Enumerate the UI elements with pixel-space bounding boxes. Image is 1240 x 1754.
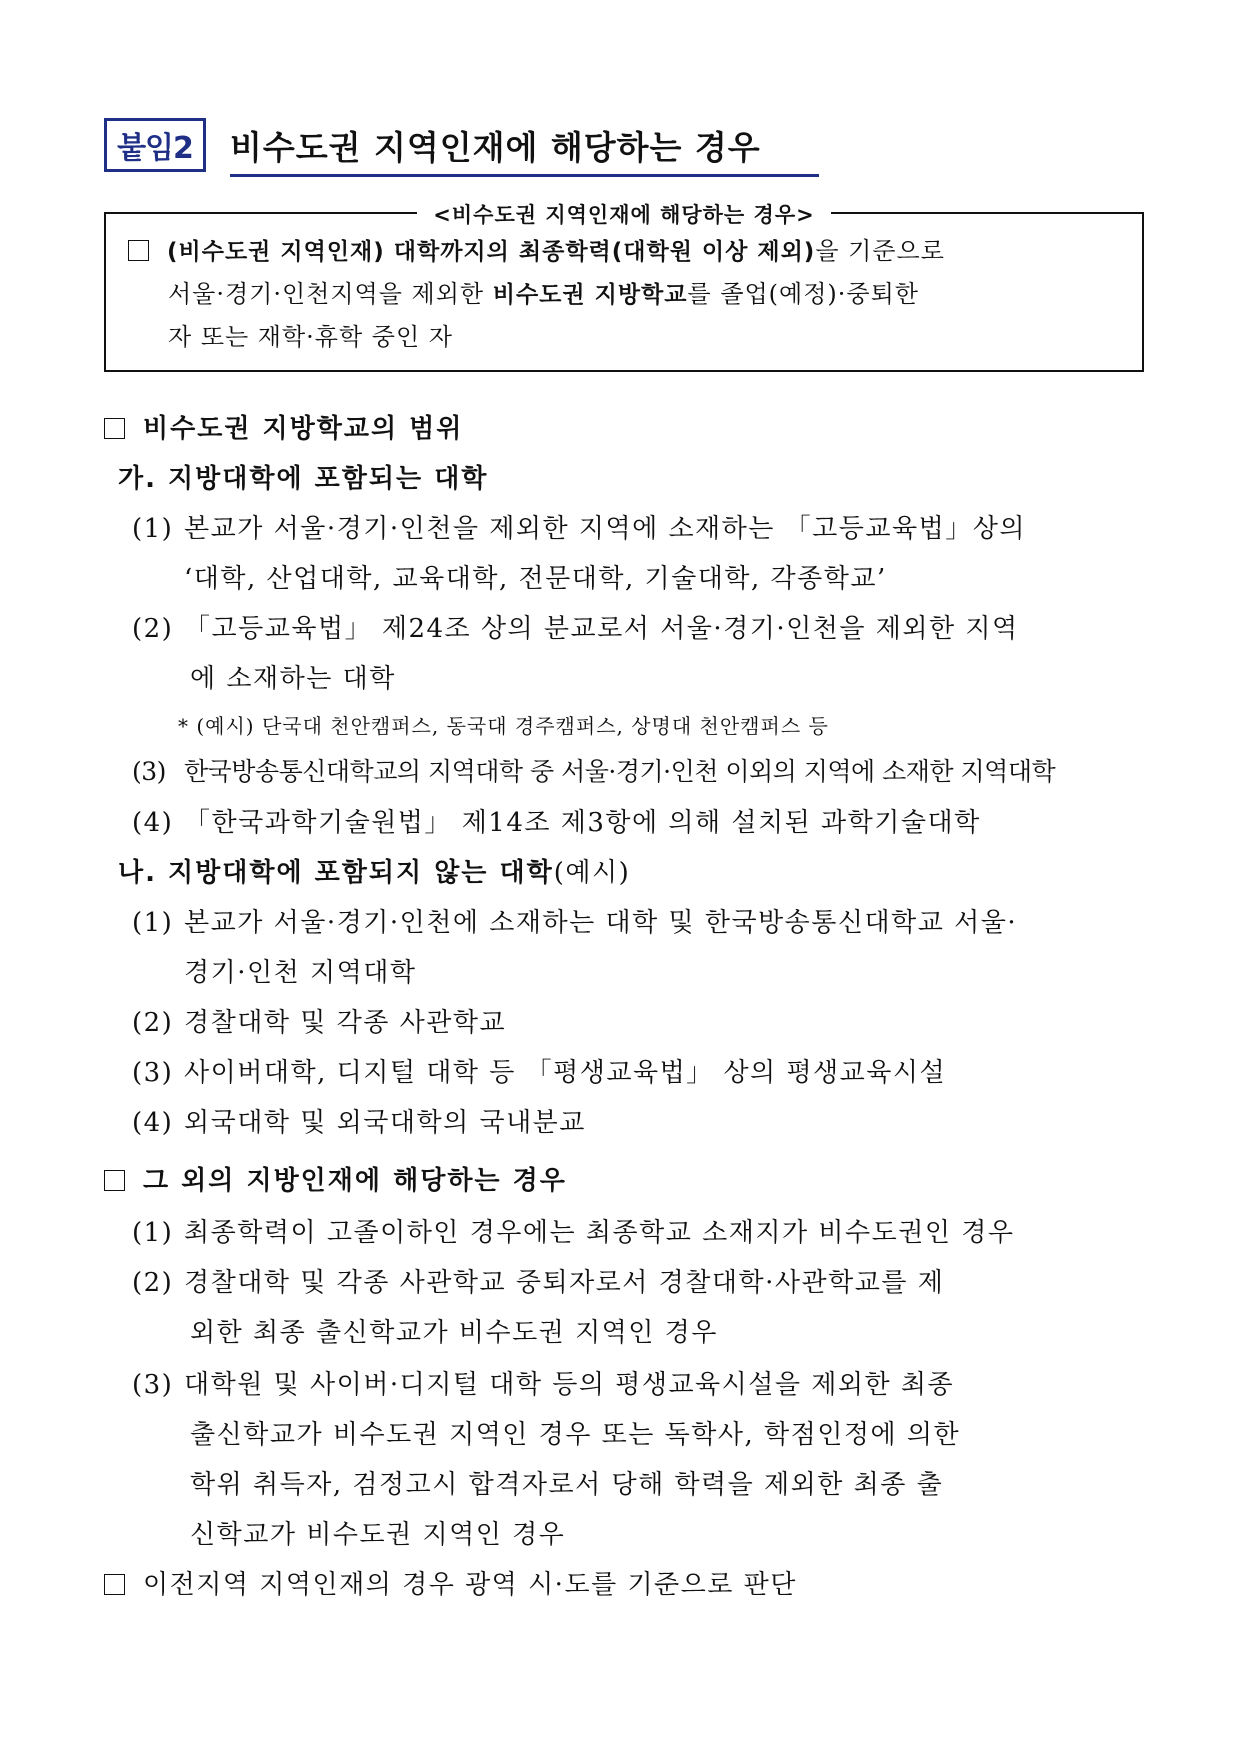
section3-heading-text: 이전지역 지역인재의 경우 광역 시·도를 기준으로 판단 [143, 1570, 797, 1600]
list-item-continuation: ‘대학, 산업대학, 교육대학, 전문대학, 기술대학, 각종학교’ [184, 564, 887, 594]
box-line3: 자 또는 재학·휴학 중인 자 [168, 323, 453, 351]
list-item [132, 1102, 586, 1139]
item-text: 최종학력이 고졸이하인 경우에는 최종학교 소재지가 비수도권인 경우 [184, 1218, 1015, 1248]
list-item-continuation: 출신학교가 비수도권 지역인 경우 또는 독학사, 학점인정에 의한 [190, 1420, 961, 1450]
box-caption [106, 199, 1142, 229]
item-number: (4) [132, 808, 174, 838]
item-text: 「한국과학기술원법」 제14조 제3항에 의해 설치된 과학기술대학 [184, 808, 981, 838]
list-item [132, 608, 1019, 645]
item-number: (2) [132, 1008, 174, 1038]
subsection-b-heading [118, 852, 630, 889]
definition-box [104, 203, 1144, 372]
item-number: (2) [132, 614, 174, 644]
item-text: 「고등교육법」 제24조 상의 분교로서 서울·경기·인천을 제외한 지역 [184, 614, 1019, 644]
checkbox-square-icon [104, 1574, 125, 1595]
list-item [132, 752, 1055, 788]
box-caption-text: <비수도권 지역인재에 해당하는 경우> [417, 203, 830, 227]
document-title: 비수도권 지역인재에 해당하는 경우 [230, 128, 761, 167]
item-text: 사이버대학, 디지털 대학 등 「평생교육법」 상의 평생교육시설 [184, 1058, 947, 1088]
list-item [132, 802, 981, 839]
list-item-continuation: 에 소재하는 대학 [190, 664, 396, 694]
item-text: 본교가 서울·경기·인천을 제외한 지역에 소재하는 「고등교육법」상의 [184, 514, 1026, 544]
title-underline [230, 174, 819, 177]
box-text [128, 230, 1128, 358]
section2-heading [104, 1160, 567, 1197]
checkbox-square-icon [104, 418, 125, 439]
subsection-b-heading-text: 나. 지방대학에 포함되지 않는 대학 [118, 858, 554, 888]
section1-heading [104, 408, 463, 445]
item-number: (3) [132, 1058, 174, 1088]
item-number: (3) [132, 757, 166, 786]
section3-heading [104, 1564, 797, 1601]
document-header [104, 118, 819, 180]
list-item [132, 1262, 944, 1299]
checkbox-square-icon [128, 240, 149, 261]
item-text: 경찰대학 및 각종 사관학교 중퇴자로서 경찰대학·사관학교를 제 [184, 1268, 945, 1298]
section1-heading-text: 비수도권 지방학교의 범위 [143, 414, 464, 444]
list-item-continuation: 외한 최종 출신학교가 비수도권 지역인 경우 [190, 1318, 718, 1348]
list-item [132, 902, 1017, 939]
list-item [132, 1212, 1014, 1249]
box-line2-b: 를 졸업(예정)·중퇴한 [687, 280, 919, 308]
item-number: (1) [132, 908, 174, 938]
box-line1-bold: (비수도권 지역인재) 대학까지의 최종학력(대학원 이상 제외) [167, 239, 816, 265]
checkbox-square-icon [104, 1170, 125, 1191]
list-item-continuation: 학위 취득자, 검정고시 합격자로서 당해 학력을 제외한 최종 출 [190, 1470, 944, 1500]
example-note: * (예시) 단국대 천안캠퍼스, 동국대 경주캠퍼스, 상명대 천안캠퍼스 등 [178, 714, 829, 738]
list-item-continuation: 경기·인천 지역대학 [184, 958, 417, 988]
item-number: (2) [132, 1268, 174, 1298]
item-text: 경찰대학 및 각종 사관학교 [184, 1008, 507, 1038]
box-line2 [128, 273, 1128, 316]
subsection-b-heading-suffix: (예시) [553, 858, 631, 888]
item-number: (4) [132, 1108, 174, 1138]
list-item [132, 1364, 954, 1401]
list-item [132, 508, 1026, 545]
box-line2-a: 서울·경기·인천지역을 제외한 [168, 280, 493, 308]
list-item [132, 1002, 506, 1039]
list-item-continuation: 신학교가 비수도권 지역인 경우 [190, 1520, 566, 1550]
list-item [132, 1052, 946, 1089]
section2-heading-text: 그 외의 지방인재에 해당하는 경우 [143, 1166, 567, 1196]
item-text: 대학원 및 사이버·디지털 대학 등의 평생교육시설을 제외한 최종 [184, 1370, 955, 1400]
item-number: (1) [132, 514, 174, 544]
attachment-label: 붙임2 [104, 118, 206, 172]
box-line2-bold: 비수도권 지방학교 [492, 282, 688, 308]
item-number: (1) [132, 1218, 174, 1248]
subsection-a-heading: 가. 지방대학에 포함되는 대학 [118, 464, 489, 494]
box-line1-rest: 을 기준으로 [815, 237, 945, 265]
item-text: 한국방송통신대학교의 지역대학 중 서울·경기·인천 이외의 지역에 소재한 지역대학 [184, 757, 1056, 786]
item-text: 본교가 서울·경기·인천에 소재하는 대학 및 한국방송통신대학교 서울· [184, 908, 1018, 938]
item-text: 외국대학 및 외국대학의 국내분교 [184, 1108, 586, 1138]
item-number: (3) [132, 1370, 174, 1400]
